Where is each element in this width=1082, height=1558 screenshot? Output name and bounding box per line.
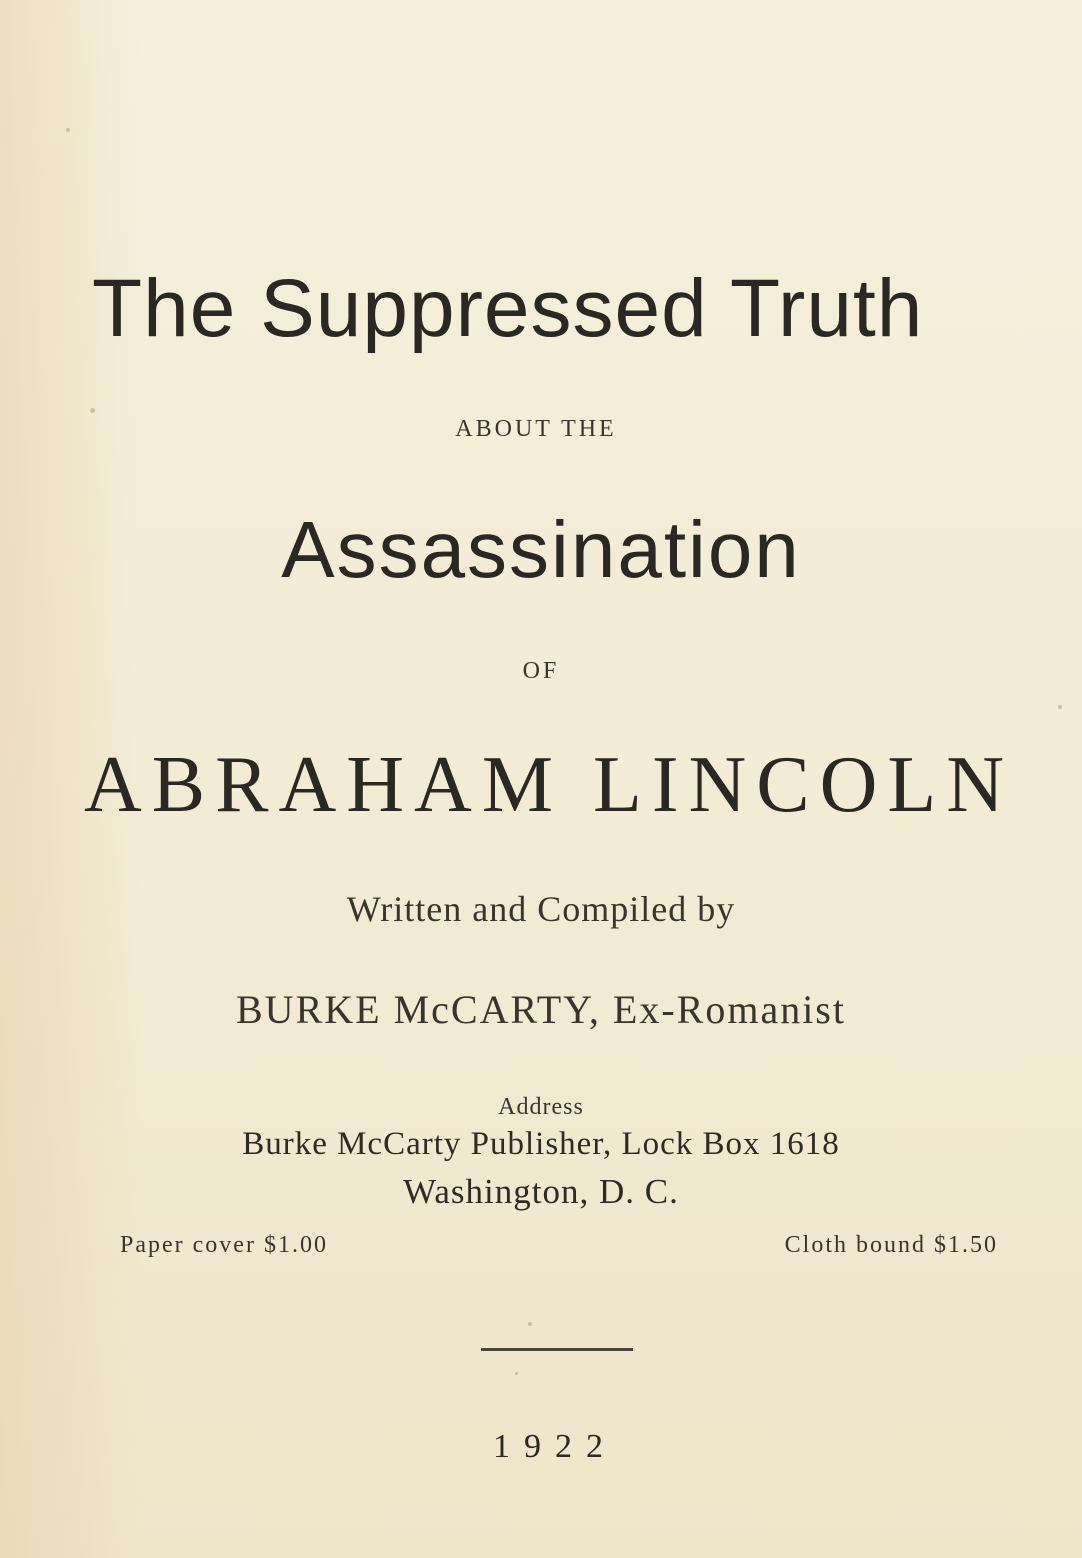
divider-rule <box>481 1348 633 1351</box>
author-name: BURKE McCARTY, Ex-Romanist <box>236 987 846 1032</box>
paper-cover-price: Paper cover $1.00 <box>120 1232 328 1258</box>
paper-speck <box>515 1372 518 1375</box>
address-label: Address <box>498 1094 584 1120</box>
written-by-line: Written and Compiled by <box>346 889 736 929</box>
paper-speck <box>90 408 95 413</box>
of-line: OF <box>522 658 560 684</box>
about-the-line: ABOUT THE <box>455 416 617 442</box>
paper-speck <box>528 1322 532 1326</box>
book-title: The Suppressed Truth <box>92 263 924 354</box>
subject-name: ABRAHAM LINCOLN <box>84 741 1014 829</box>
publisher-address: Burke McCarty Publisher, Lock Box 1618 <box>242 1126 840 1162</box>
paper-speck <box>1058 705 1062 709</box>
paper-speck <box>66 128 70 132</box>
publication-year: 1922 <box>493 1428 617 1465</box>
publisher-city: Washington, D. C. <box>403 1172 679 1211</box>
cloth-bound-price: Cloth bound $1.50 <box>784 1232 998 1258</box>
subject-title: Assassination <box>281 505 801 594</box>
